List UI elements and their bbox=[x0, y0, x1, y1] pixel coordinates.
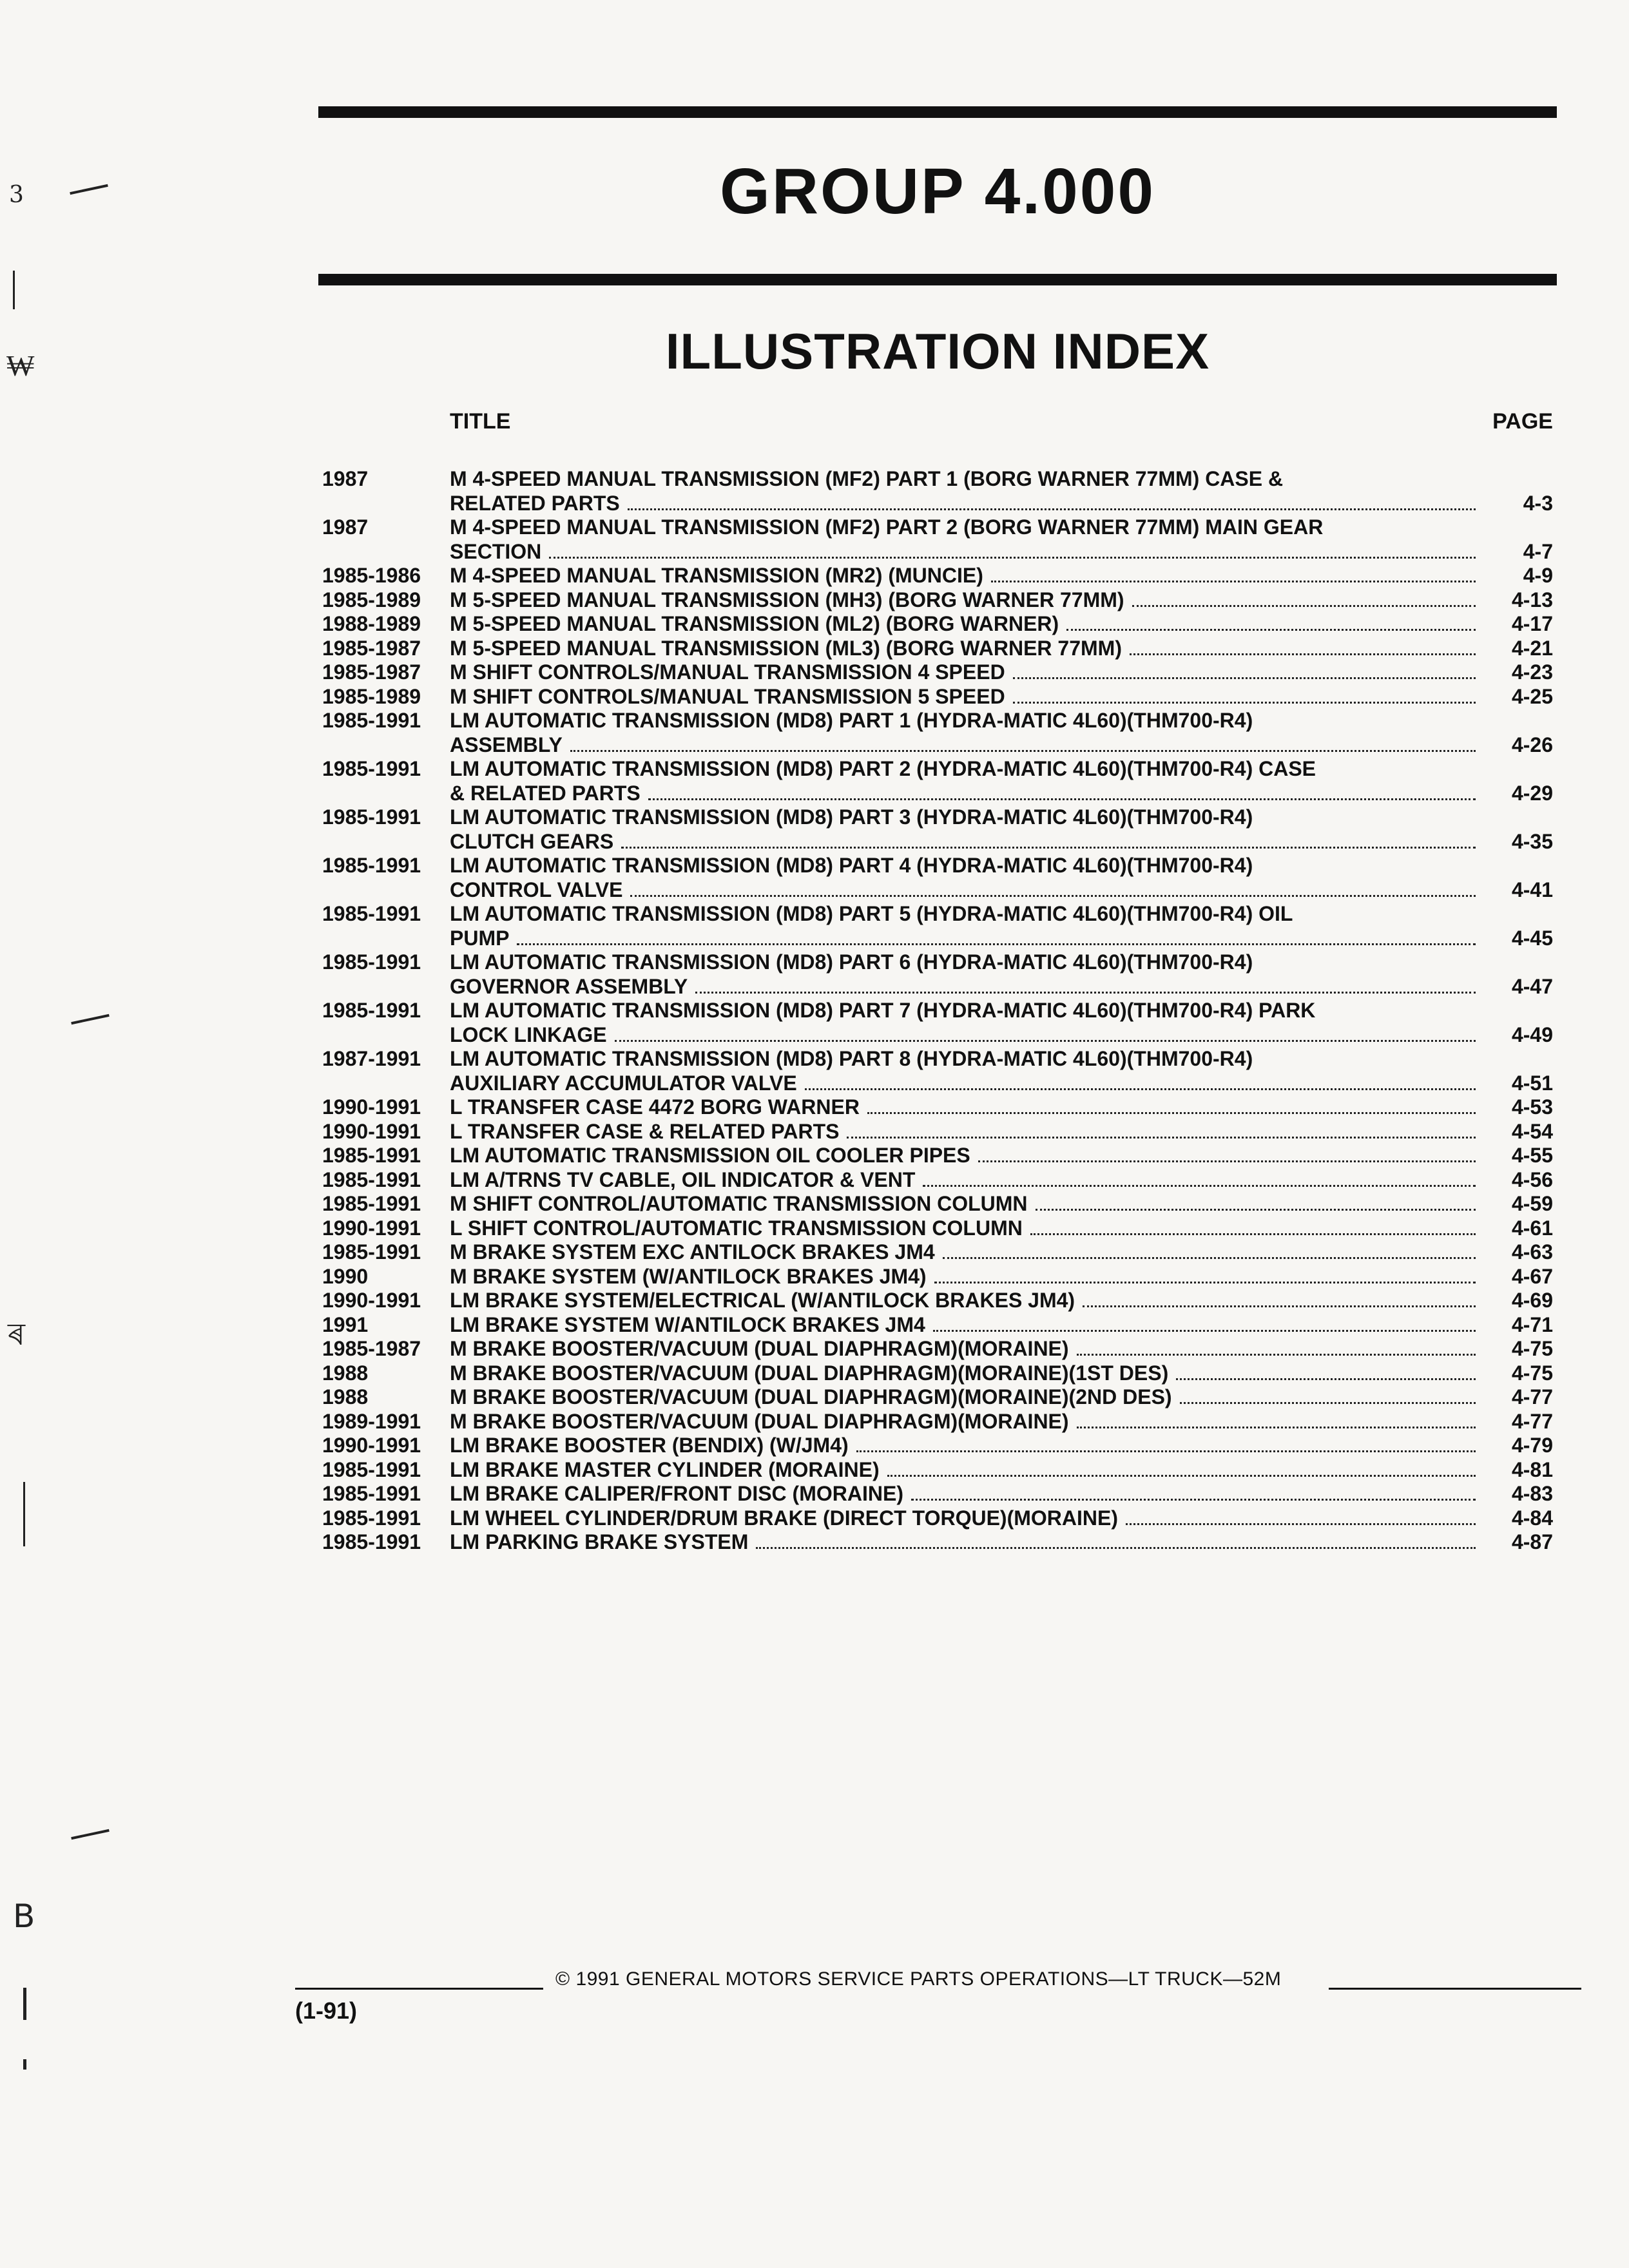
dot-leader bbox=[1176, 1378, 1476, 1380]
entry-page-number: 4-71 bbox=[1511, 1312, 1553, 1336]
entry-page-number: 4-59 bbox=[1511, 1192, 1553, 1215]
entry-page-number: 4-13 bbox=[1511, 588, 1553, 611]
entry-leader-row bbox=[450, 540, 1482, 564]
entry-title-line: LM AUTOMATIC TRANSMISSION (MD8) PART 4 (HYDRA-MATIC 4L60)(THM700-R4) bbox=[450, 854, 1253, 877]
entry-leader-row bbox=[450, 1168, 1482, 1193]
entry-years: 1990-1991 bbox=[322, 1216, 421, 1240]
entry-page-number: 4-83 bbox=[1511, 1482, 1553, 1505]
entry-page-number: 4-29 bbox=[1511, 781, 1553, 805]
entry-title bbox=[450, 1530, 1482, 1555]
entry-page-number: 4-45 bbox=[1511, 926, 1553, 950]
entry-title-line: LM AUTOMATIC TRANSMISSION (MD8) PART 3 (HYDRA-MATIC 4L60)(THM700-R4) bbox=[450, 805, 1253, 829]
entry-title-text: LM WHEEL CYLINDER/DRUM BRAKE (DIRECT TORQUE)(MORAINE) bbox=[450, 1506, 1118, 1530]
entry-years: 1985-1991 bbox=[322, 1506, 421, 1530]
entry-title-text: SECTION bbox=[450, 539, 542, 563]
entry-page-number: 4-41 bbox=[1511, 878, 1553, 901]
entry-years: 1987-1991 bbox=[322, 1047, 421, 1070]
dot-leader bbox=[549, 557, 1476, 559]
entry-page-number: 4-63 bbox=[1511, 1240, 1553, 1264]
entry-title-text: M BRAKE BOOSTER/VACUUM (DUAL DIAPHRAGM)(MORAINE)(2ND DES) bbox=[450, 1385, 1172, 1408]
entry-leader-row bbox=[450, 1530, 1482, 1555]
dot-leader bbox=[628, 508, 1476, 510]
entry-title-text: LM BRAKE CALIPER/FRONT DISC (MORAINE) bbox=[450, 1482, 903, 1505]
dot-leader bbox=[1126, 1523, 1476, 1525]
entry-leader-row bbox=[450, 1337, 1482, 1361]
entry-years: 1985-1991 bbox=[322, 1482, 421, 1505]
margin-dash-3 bbox=[71, 1829, 110, 1840]
entry-years: 1991 bbox=[322, 1312, 369, 1336]
index-entry bbox=[322, 1385, 1553, 1410]
entry-page-number: 4-79 bbox=[1511, 1434, 1553, 1457]
index-entry bbox=[322, 1168, 1553, 1193]
entry-page-number: 4-23 bbox=[1511, 660, 1553, 684]
entry-years: 1985-1989 bbox=[322, 588, 421, 611]
entry-page-number: 4-77 bbox=[1511, 1409, 1553, 1433]
margin-glyph-c: ৰ bbox=[8, 1316, 26, 1352]
entry-title-text: LM PARKING BRAKE SYSTEM bbox=[450, 1530, 749, 1553]
dot-leader bbox=[943, 1257, 1476, 1259]
entry-title bbox=[450, 950, 1482, 999]
entry-title-line: LM AUTOMATIC TRANSMISSION (MD8) PART 2 (HYDRA-MATIC 4L60)(THM700-R4) CASE bbox=[450, 757, 1316, 780]
entry-page-number: 4-81 bbox=[1511, 1457, 1553, 1481]
entry-title bbox=[450, 1434, 1482, 1458]
dot-leader bbox=[856, 1450, 1476, 1452]
dot-leader bbox=[1180, 1402, 1476, 1404]
entry-title-text: LM BRAKE SYSTEM/ELECTRICAL (W/ANTILOCK BRAKES JM4) bbox=[450, 1289, 1075, 1312]
dot-leader bbox=[517, 943, 1476, 945]
entry-leader-row bbox=[450, 1072, 1482, 1096]
margin-tick-1 bbox=[13, 271, 15, 309]
entry-title bbox=[450, 637, 1482, 661]
entry-title-text: LM BRAKE BOOSTER (BENDIX) (W/JM4) bbox=[450, 1434, 849, 1457]
entry-leader-row bbox=[450, 637, 1482, 661]
entry-leader-row bbox=[450, 660, 1482, 685]
entry-page-number: 4-9 bbox=[1523, 564, 1553, 587]
entry-years: 1985-1987 bbox=[322, 636, 421, 660]
footer-rule-left bbox=[295, 1988, 543, 1990]
dot-leader bbox=[630, 895, 1476, 897]
entry-page-number: 4-56 bbox=[1511, 1168, 1553, 1191]
index-entry bbox=[322, 854, 1553, 902]
dot-leader bbox=[1077, 1427, 1476, 1428]
entry-title-text: CONTROL VALVE bbox=[450, 878, 623, 901]
entry-title-text: M 5-SPEED MANUAL TRANSMISSION (MH3) (BORG WARNER 77MM) bbox=[450, 588, 1124, 611]
entry-title bbox=[450, 588, 1482, 613]
entry-title-text: M BRAKE BOOSTER/VACUUM (DUAL DIAPHRAGM)(MORAINE) bbox=[450, 1337, 1069, 1360]
entry-title-text: PUMP bbox=[450, 926, 510, 950]
entry-page-number: 4-69 bbox=[1511, 1289, 1553, 1312]
entry-title-text: LM AUTOMATIC TRANSMISSION OIL COOLER PIPES bbox=[450, 1144, 970, 1167]
entry-leader-row bbox=[450, 1361, 1482, 1386]
dot-leader bbox=[1013, 702, 1476, 704]
entry-years: 1985-1991 bbox=[322, 709, 421, 732]
dot-leader bbox=[867, 1112, 1476, 1114]
dot-leader bbox=[923, 1185, 1476, 1187]
group-title: GROUP 4.000 bbox=[720, 155, 1155, 227]
page-column-header: PAGE bbox=[1492, 409, 1553, 434]
entry-title bbox=[450, 564, 1482, 588]
entry-page-number: 4-77 bbox=[1511, 1385, 1553, 1408]
entry-title-line: LM AUTOMATIC TRANSMISSION (MD8) PART 8 (HYDRA-MATIC 4L60)(THM700-R4) bbox=[450, 1047, 1253, 1070]
entry-years: 1985-1991 bbox=[322, 999, 421, 1022]
dot-leader bbox=[1030, 1233, 1476, 1235]
entry-title bbox=[450, 612, 1482, 637]
entry-page-number: 4-21 bbox=[1511, 636, 1553, 660]
entry-page-number: 4-7 bbox=[1523, 539, 1553, 563]
dot-leader bbox=[695, 992, 1476, 994]
entry-title bbox=[450, 1410, 1482, 1434]
entry-years: 1987 bbox=[322, 467, 369, 490]
entry-page-number: 4-84 bbox=[1511, 1506, 1553, 1530]
entry-title bbox=[450, 1506, 1482, 1531]
entry-page-number: 4-17 bbox=[1511, 612, 1553, 635]
entry-years: 1985-1991 bbox=[322, 1144, 421, 1167]
dot-leader bbox=[1036, 1209, 1476, 1211]
entry-page-number: 4-61 bbox=[1511, 1216, 1553, 1240]
entry-years: 1989-1991 bbox=[322, 1409, 421, 1433]
entry-title bbox=[450, 709, 1482, 757]
entry-title bbox=[450, 1289, 1482, 1313]
entry-page-number: 4-75 bbox=[1511, 1337, 1553, 1360]
index-entry bbox=[322, 1144, 1553, 1168]
entry-title-text: L TRANSFER CASE 4472 BORG WARNER bbox=[450, 1095, 860, 1119]
footer-rule-right bbox=[1329, 1988, 1581, 1990]
entry-title bbox=[450, 1313, 1482, 1338]
entry-page-number: 4-3 bbox=[1523, 491, 1553, 515]
index-entry bbox=[322, 902, 1553, 950]
dot-leader bbox=[1132, 605, 1476, 607]
entry-years: 1988 bbox=[322, 1385, 369, 1408]
entry-title-line: M 4-SPEED MANUAL TRANSMISSION (MF2) PART 2 (BORG WARNER 77MM) MAIN GEAR bbox=[450, 515, 1324, 539]
index-entry bbox=[322, 1458, 1553, 1483]
dot-leader bbox=[978, 1160, 1476, 1162]
index-entry bbox=[322, 999, 1553, 1047]
top-rule bbox=[318, 106, 1557, 118]
entry-leader-row bbox=[450, 1120, 1482, 1144]
index-entry bbox=[322, 709, 1553, 757]
entry-leader-row bbox=[450, 830, 1482, 854]
entry-leader-row bbox=[450, 1410, 1482, 1434]
margin-glyph-a: 3 bbox=[9, 182, 24, 208]
entry-years: 1985-1991 bbox=[322, 1240, 421, 1264]
entry-title bbox=[450, 1216, 1482, 1241]
entry-title-text: M BRAKE BOOSTER/VACUUM (DUAL DIAPHRAGM)(MORAINE) bbox=[450, 1409, 1069, 1433]
entry-years: 1990-1991 bbox=[322, 1434, 421, 1457]
entry-years: 1988-1989 bbox=[322, 612, 421, 635]
index-entry bbox=[322, 1530, 1553, 1555]
dot-leader bbox=[805, 1088, 1476, 1090]
index-entry bbox=[322, 1482, 1553, 1506]
dot-leader bbox=[934, 1282, 1476, 1283]
entry-title bbox=[450, 1047, 1482, 1095]
dot-leader bbox=[621, 847, 1476, 849]
index-entry bbox=[322, 1337, 1553, 1361]
entry-years: 1985-1991 bbox=[322, 902, 421, 925]
entry-leader-row bbox=[450, 1192, 1482, 1216]
entry-title-text: M SHIFT CONTROLS/MANUAL TRANSMISSION 5 SPEED bbox=[450, 684, 1005, 708]
entry-leader-row bbox=[450, 927, 1482, 951]
entry-leader-row bbox=[450, 975, 1482, 999]
dot-leader bbox=[756, 1547, 1476, 1549]
entry-years: 1985-1991 bbox=[322, 1457, 421, 1481]
entry-title-line: M 4-SPEED MANUAL TRANSMISSION (MF2) PART 1 (BORG WARNER 77MM) CASE & bbox=[450, 467, 1284, 490]
entry-title-text: L TRANSFER CASE & RELATED PARTS bbox=[450, 1119, 840, 1143]
index-entry bbox=[322, 1265, 1553, 1289]
middle-rule bbox=[318, 274, 1557, 285]
entry-title-text: & RELATED PARTS bbox=[450, 781, 641, 805]
illustration-index-list bbox=[322, 467, 1553, 1555]
margin-tick-2 bbox=[23, 1482, 25, 1546]
entry-title-text: RELATED PARTS bbox=[450, 491, 620, 515]
index-entry bbox=[322, 637, 1553, 661]
entry-title bbox=[450, 854, 1482, 902]
entry-title bbox=[450, 1337, 1482, 1361]
entry-title-text: AUXILIARY ACCUMULATOR VALVE bbox=[450, 1071, 797, 1095]
entry-title bbox=[450, 757, 1482, 805]
entry-leader-row bbox=[450, 1313, 1482, 1338]
title-column-header: TITLE bbox=[450, 409, 511, 434]
entry-title bbox=[450, 1361, 1482, 1386]
entry-page-number: 4-51 bbox=[1511, 1071, 1553, 1095]
entry-title bbox=[450, 805, 1482, 854]
entry-title bbox=[450, 467, 1482, 515]
entry-title bbox=[450, 1265, 1482, 1289]
margin-glyph-d: B bbox=[13, 1898, 35, 1935]
entry-title bbox=[450, 685, 1482, 709]
index-entry bbox=[322, 1047, 1553, 1095]
entry-leader-row bbox=[450, 612, 1482, 637]
index-entry bbox=[322, 1192, 1553, 1216]
index-entry bbox=[322, 950, 1553, 999]
entry-title-line: LM AUTOMATIC TRANSMISSION (MD8) PART 1 (HYDRA-MATIC 4L60)(THM700-R4) bbox=[450, 709, 1253, 732]
index-entry bbox=[322, 467, 1553, 515]
dot-leader bbox=[911, 1499, 1476, 1501]
entry-years: 1985-1987 bbox=[322, 1337, 421, 1360]
entry-leader-row bbox=[450, 1265, 1482, 1289]
entry-page-number: 4-26 bbox=[1511, 733, 1553, 756]
entry-title bbox=[450, 1168, 1482, 1193]
entry-years: 1990-1991 bbox=[322, 1095, 421, 1119]
entry-title-text: M BRAKE BOOSTER/VACUUM (DUAL DIAPHRAGM)(MORAINE)(1ST DES) bbox=[450, 1361, 1169, 1385]
entry-years: 1985-1991 bbox=[322, 1530, 421, 1553]
entry-page-number: 4-87 bbox=[1511, 1530, 1553, 1553]
index-entry bbox=[322, 660, 1553, 685]
entry-title-text: CLUTCH GEARS bbox=[450, 829, 614, 853]
entry-leader-row bbox=[450, 685, 1482, 709]
dot-leader bbox=[1083, 1305, 1476, 1307]
index-entry bbox=[322, 1361, 1553, 1386]
entry-years: 1985-1991 bbox=[322, 757, 421, 780]
entry-title bbox=[450, 1482, 1482, 1506]
entry-leader-row bbox=[450, 1095, 1482, 1120]
entry-years: 1985-1991 bbox=[322, 1192, 421, 1215]
entry-title-text: M 5-SPEED MANUAL TRANSMISSION (ML2) (BORG WARNER) bbox=[450, 612, 1059, 635]
entry-title bbox=[450, 1458, 1482, 1483]
entry-title-text: M SHIFT CONTROL/AUTOMATIC TRANSMISSION COLUMN bbox=[450, 1192, 1028, 1215]
entry-years: 1990-1991 bbox=[322, 1119, 421, 1143]
entry-page-number: 4-25 bbox=[1511, 684, 1553, 708]
entry-leader-row bbox=[450, 1506, 1482, 1531]
entry-title-text: ASSEMBLY bbox=[450, 733, 563, 756]
entry-title bbox=[450, 1240, 1482, 1265]
dot-leader bbox=[648, 798, 1476, 800]
entry-years: 1985-1991 bbox=[322, 1168, 421, 1191]
index-entry bbox=[322, 588, 1553, 613]
margin-glyph-b: ₩ bbox=[6, 348, 35, 383]
index-entry bbox=[322, 515, 1553, 564]
dot-leader bbox=[570, 750, 1476, 752]
entry-title bbox=[450, 515, 1482, 564]
entry-page-number: 4-53 bbox=[1511, 1095, 1553, 1119]
margin-tick-3 bbox=[23, 1988, 26, 2020]
margin-dash-1 bbox=[70, 184, 108, 195]
entry-page-number: 4-75 bbox=[1511, 1361, 1553, 1385]
entry-leader-row bbox=[450, 1023, 1482, 1048]
entry-title-text: M BRAKE SYSTEM EXC ANTILOCK BRAKES JM4 bbox=[450, 1240, 935, 1264]
entry-leader-row bbox=[450, 1216, 1482, 1241]
index-entry bbox=[322, 1095, 1553, 1120]
index-entry bbox=[322, 805, 1553, 854]
entry-page-number: 4-55 bbox=[1511, 1144, 1553, 1167]
index-title: ILLUSTRATION INDEX bbox=[665, 323, 1210, 380]
index-entry bbox=[322, 1216, 1553, 1241]
dot-leader bbox=[933, 1330, 1476, 1332]
entry-leader-row bbox=[450, 1289, 1482, 1313]
index-entry bbox=[322, 1410, 1553, 1434]
index-entry bbox=[322, 1313, 1553, 1338]
entry-page-number: 4-54 bbox=[1511, 1119, 1553, 1143]
entry-years: 1985-1991 bbox=[322, 805, 421, 829]
entry-title bbox=[450, 660, 1482, 685]
entry-title bbox=[450, 1385, 1482, 1410]
entry-title bbox=[450, 1192, 1482, 1216]
dot-leader bbox=[991, 581, 1476, 582]
entry-years: 1985-1991 bbox=[322, 854, 421, 877]
entry-title bbox=[450, 1120, 1482, 1144]
dot-leader bbox=[1077, 1354, 1476, 1356]
entry-years: 1985-1991 bbox=[322, 950, 421, 974]
entry-leader-row bbox=[450, 588, 1482, 613]
entry-leader-row bbox=[450, 564, 1482, 588]
index-entry bbox=[322, 1506, 1553, 1531]
entry-title-text: M 4-SPEED MANUAL TRANSMISSION (MR2) (MUNCIE) bbox=[450, 564, 983, 587]
entry-leader-row bbox=[450, 1482, 1482, 1506]
margin-tick-4 bbox=[23, 2059, 26, 2070]
entry-years: 1985-1986 bbox=[322, 564, 421, 587]
entry-title-text: GOVERNOR ASSEMBLY bbox=[450, 974, 688, 998]
entry-leader-row bbox=[450, 1240, 1482, 1265]
index-entry bbox=[322, 685, 1553, 709]
entry-title-line: LM AUTOMATIC TRANSMISSION (MD8) PART 7 (HYDRA-MATIC 4L60)(THM700-R4) PARK bbox=[450, 999, 1316, 1022]
index-entry bbox=[322, 1289, 1553, 1313]
entry-leader-row bbox=[450, 1385, 1482, 1410]
dot-leader bbox=[847, 1137, 1476, 1139]
dot-leader bbox=[615, 1040, 1476, 1042]
entry-years: 1985-1987 bbox=[322, 660, 421, 684]
index-entry bbox=[322, 612, 1553, 637]
entry-title-text: LM BRAKE SYSTEM W/ANTILOCK BRAKES JM4 bbox=[450, 1312, 925, 1336]
entry-years: 1988 bbox=[322, 1361, 369, 1385]
entry-page-number: 4-49 bbox=[1511, 1023, 1553, 1046]
entry-title-text: LM A/TRNS TV CABLE, OIL INDICATOR & VENT bbox=[450, 1168, 916, 1191]
entry-years: 1987 bbox=[322, 515, 369, 539]
index-entry bbox=[322, 1120, 1553, 1144]
index-entry bbox=[322, 564, 1553, 588]
entry-years: 1985-1989 bbox=[322, 684, 421, 708]
dot-leader bbox=[1013, 677, 1476, 679]
entry-title bbox=[450, 1144, 1482, 1168]
index-entry bbox=[322, 1434, 1553, 1458]
dot-leader bbox=[1130, 653, 1476, 655]
entry-title-text: LOCK LINKAGE bbox=[450, 1023, 607, 1046]
entry-leader-row bbox=[450, 492, 1482, 516]
entry-leader-row bbox=[450, 1434, 1482, 1458]
entry-title-line: LM AUTOMATIC TRANSMISSION (MD8) PART 6 (HYDRA-MATIC 4L60)(THM700-R4) bbox=[450, 950, 1253, 974]
dot-leader bbox=[1066, 629, 1476, 631]
entry-title-text: LM BRAKE MASTER CYLINDER (MORAINE) bbox=[450, 1457, 880, 1481]
entry-title-text: L SHIFT CONTROL/AUTOMATIC TRANSMISSION COLUMN bbox=[450, 1216, 1023, 1240]
footer-copyright: © 1991 GENERAL MOTORS SERVICE PARTS OPERATIONS—LT TRUCK—52M bbox=[555, 1968, 1282, 1990]
entry-years: 1990-1991 bbox=[322, 1289, 421, 1312]
entry-page-number: 4-47 bbox=[1511, 974, 1553, 998]
entry-title-text: M BRAKE SYSTEM (W/ANTILOCK BRAKES JM4) bbox=[450, 1264, 927, 1288]
index-entry bbox=[322, 1240, 1553, 1265]
entry-title-text: M 5-SPEED MANUAL TRANSMISSION (ML3) (BORG WARNER 77MM) bbox=[450, 636, 1122, 660]
entry-leader-row bbox=[450, 878, 1482, 903]
footer-date-code: (1-91) bbox=[295, 1997, 358, 2024]
dot-leader bbox=[887, 1475, 1476, 1477]
index-entry bbox=[322, 757, 1553, 805]
entry-title bbox=[450, 1095, 1482, 1120]
entry-leader-row bbox=[450, 733, 1482, 758]
entry-title bbox=[450, 902, 1482, 950]
entry-title bbox=[450, 999, 1482, 1047]
entry-title-line: LM AUTOMATIC TRANSMISSION (MD8) PART 5 (HYDRA-MATIC 4L60)(THM700-R4) OIL bbox=[450, 902, 1293, 925]
entry-page-number: 4-67 bbox=[1511, 1264, 1553, 1288]
entry-leader-row bbox=[450, 1144, 1482, 1168]
entry-leader-row bbox=[450, 1458, 1482, 1483]
entry-page-number: 4-35 bbox=[1511, 829, 1553, 853]
entry-title-text: M SHIFT CONTROLS/MANUAL TRANSMISSION 4 SPEED bbox=[450, 660, 1005, 684]
margin-dash-2 bbox=[71, 1014, 110, 1024]
entry-years: 1990 bbox=[322, 1264, 369, 1288]
entry-leader-row bbox=[450, 782, 1482, 806]
